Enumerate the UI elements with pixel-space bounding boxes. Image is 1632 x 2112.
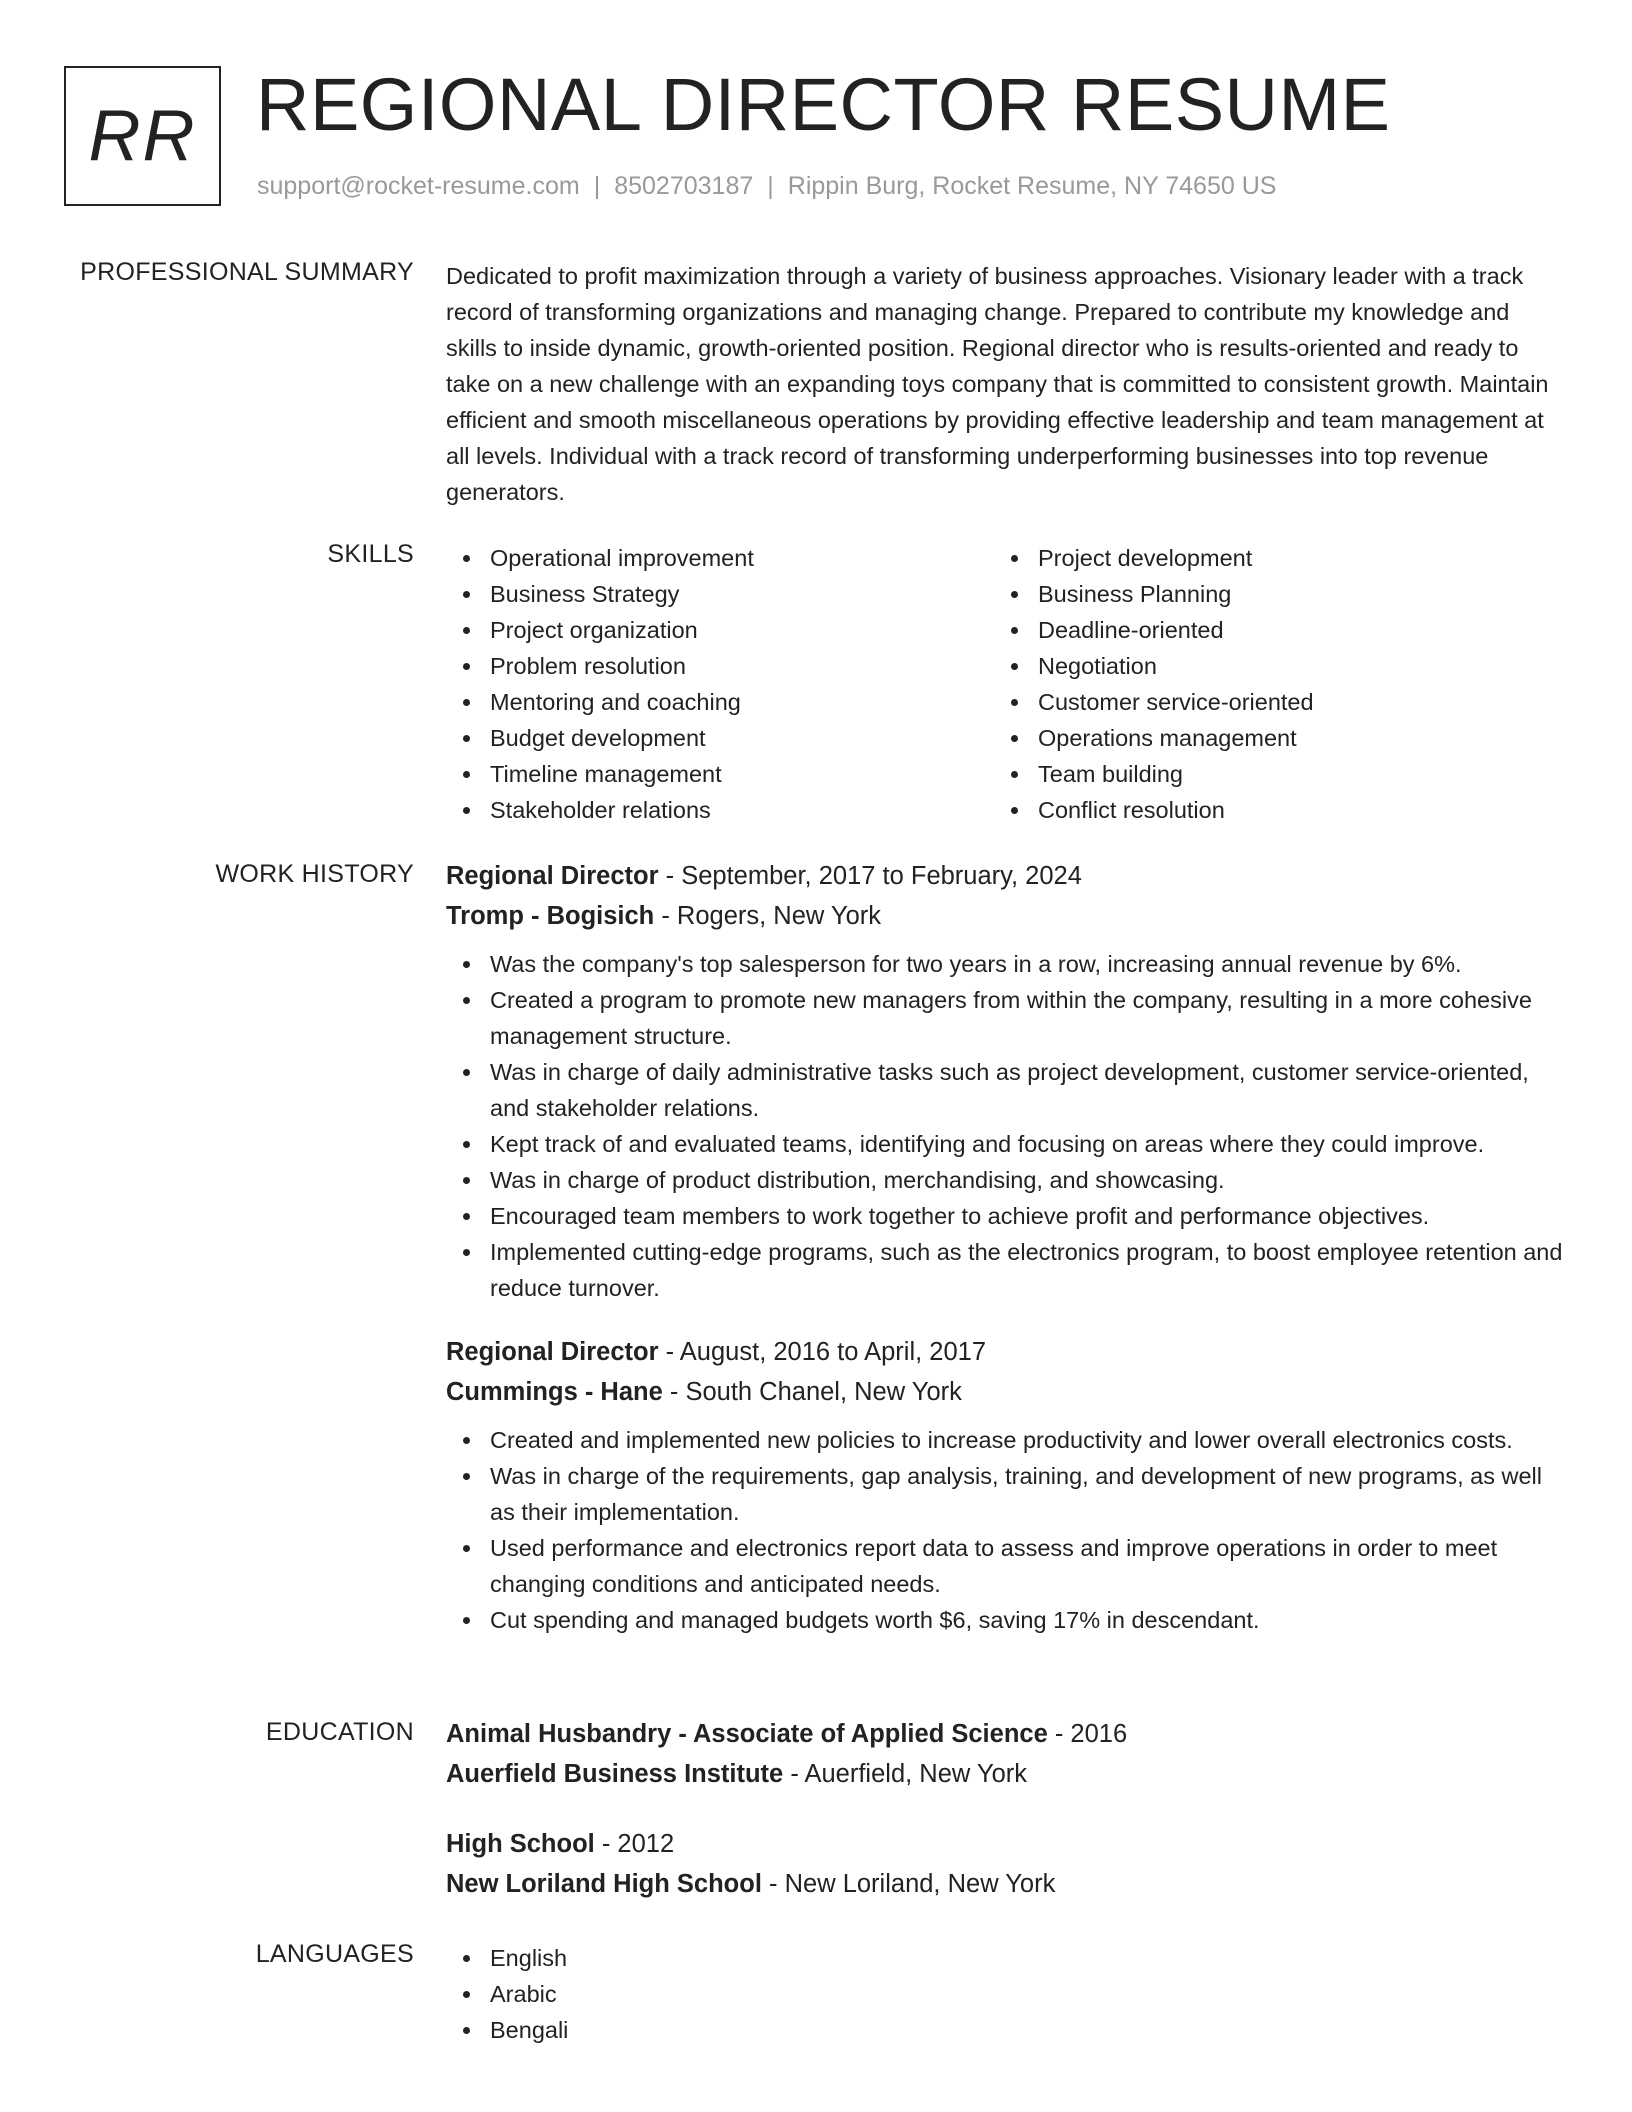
job-company: Tromp - Bogisich bbox=[446, 902, 655, 930]
education-school: New Loriland High School bbox=[446, 1870, 762, 1898]
education-school-line bbox=[446, 1754, 1564, 1794]
summary-text: Dedicated to profit maximization through a variety of business approaches. Visionary leader with a track record of transforming organizations and managing change. Prepared to contribute my knowledge and skills to inside dynamic, growth-oriented position. Regional director who is results-oriented and ready to take on a new challenge with an expanding toys company that is committed to consistent growth. Maintain efficient and smooth miscellaneous operations by providing effective leadership and team management at all levels. Individual with a track record of transforming underperforming businesses into top revenue generators. bbox=[446, 263, 1549, 505]
language-item: Bengali bbox=[446, 2012, 1564, 2048]
languages-list bbox=[446, 1940, 1564, 2048]
job-location: - Rogers, New York bbox=[654, 902, 882, 930]
education-location: - Auerfield, New York bbox=[783, 1760, 1028, 1788]
skill-item: Timeline management bbox=[446, 756, 994, 792]
job-bullet: Cut spending and managed budgets worth $6, saving 17% in descendant. bbox=[446, 1602, 1564, 1638]
education-school: Auerfield Business Institute bbox=[446, 1760, 784, 1788]
skill-item: Mentoring and coaching bbox=[446, 684, 994, 720]
section-label-summary: PROFESSIONAL SUMMARY bbox=[80, 258, 414, 286]
job-bullets bbox=[446, 1422, 1564, 1638]
education-degree-line bbox=[446, 1824, 1564, 1864]
job-bullets bbox=[446, 946, 1564, 1306]
skill-item: Operational improvement bbox=[446, 540, 994, 576]
education-entry bbox=[446, 1824, 1564, 1904]
job-bullet: Kept track of and evaluated teams, identifying and focusing on areas where they could improve. bbox=[446, 1126, 1564, 1162]
education-year: - 2012 bbox=[594, 1830, 675, 1858]
education-degree: High School bbox=[446, 1830, 595, 1858]
job-entry bbox=[446, 856, 1564, 1306]
job-bullet: Was in charge of product distribution, merchandising, and showcasing. bbox=[446, 1162, 1564, 1198]
skill-item: Problem resolution bbox=[446, 648, 994, 684]
job-title-line bbox=[446, 1332, 1564, 1372]
job-bullet: Used performance and electronics report data to assess and improve operations in order to meet changing conditions and anticipated needs. bbox=[446, 1530, 1564, 1602]
job-company-line bbox=[446, 896, 1564, 936]
monogram-logo: RR bbox=[64, 66, 221, 206]
contact-email: support@rocket-resume.com bbox=[257, 172, 580, 200]
contact-line bbox=[257, 172, 1276, 201]
job-title: Regional Director bbox=[446, 862, 659, 890]
skill-item: Customer service-oriented bbox=[994, 684, 1542, 720]
skill-item: Operations management bbox=[994, 720, 1542, 756]
skill-item: Business Planning bbox=[994, 576, 1542, 612]
skill-item: Deadline-oriented bbox=[994, 612, 1542, 648]
skill-item: Budget development bbox=[446, 720, 994, 756]
skill-item: Project development bbox=[994, 540, 1542, 576]
skill-item: Team building bbox=[994, 756, 1542, 792]
job-dates: - August, 2016 to April, 2017 bbox=[658, 1338, 987, 1366]
section-label-work: WORK HISTORY bbox=[215, 860, 414, 888]
language-item: Arabic bbox=[446, 1976, 1564, 2012]
skill-item: Negotiation bbox=[994, 648, 1542, 684]
job-location: - South Chanel, New York bbox=[662, 1378, 962, 1406]
skill-item: Conflict resolution bbox=[994, 792, 1542, 828]
language-item: English bbox=[446, 1940, 1564, 1976]
job-title-line bbox=[446, 856, 1564, 896]
job-title: Regional Director bbox=[446, 1338, 659, 1366]
skill-item: Business Strategy bbox=[446, 576, 994, 612]
contact-separator: | bbox=[767, 172, 774, 200]
section-label-education: EDUCATION bbox=[265, 1718, 414, 1746]
job-bullet: Was the company's top salesperson for two years in a row, increasing annual revenue by 6%. bbox=[446, 946, 1564, 982]
education-entry bbox=[446, 1714, 1564, 1794]
skills-list-left bbox=[446, 540, 994, 828]
education-school-line bbox=[446, 1864, 1564, 1904]
section-label-skills: SKILLS bbox=[327, 540, 414, 568]
contact-address: Rippin Burg, Rocket Resume, NY 74650 US bbox=[787, 172, 1277, 200]
education-year: - 2016 bbox=[1047, 1720, 1128, 1748]
resume-header bbox=[64, 63, 1592, 211]
job-bullet: Was in charge of daily administrative tasks such as project development, customer service-oriented, and stakeholder relations. bbox=[446, 1054, 1564, 1126]
job-company-line bbox=[446, 1372, 1564, 1412]
job-dates: - September, 2017 to February, 2024 bbox=[658, 862, 1082, 890]
contact-separator: | bbox=[593, 172, 601, 200]
contact-phone: 8502703187 bbox=[614, 172, 754, 200]
skill-item: Stakeholder relations bbox=[446, 792, 994, 828]
skills-list-right bbox=[994, 540, 1542, 828]
section-label-languages: LANGUAGES bbox=[255, 1940, 414, 1968]
job-company: Cummings - Hane bbox=[446, 1378, 663, 1406]
job-bullet: Encouraged team members to work together to achieve profit and performance objectives. bbox=[446, 1198, 1564, 1234]
job-bullet: Created and implemented new policies to increase productivity and lower overall electronics costs. bbox=[446, 1422, 1564, 1458]
job-bullet: Implemented cutting-edge programs, such as the electronics program, to boost employee retention and reduce turnover. bbox=[446, 1234, 1564, 1306]
resume-title: REGIONAL DIRECTOR RESUME bbox=[256, 63, 1391, 146]
education-location: - New Loriland, New York bbox=[761, 1870, 1056, 1898]
education-degree-line bbox=[446, 1714, 1564, 1754]
job-bullet: Was in charge of the requirements, gap analysis, training, and development of new programs, as well as their implementation. bbox=[446, 1458, 1564, 1530]
education-degree: Animal Husbandry - Associate of Applied Science bbox=[446, 1720, 1048, 1748]
job-bullet: Created a program to promote new managers from within the company, resulting in a more cohesive management structure. bbox=[446, 982, 1564, 1054]
skill-item: Project organization bbox=[446, 612, 994, 648]
job-entry bbox=[446, 1332, 1564, 1638]
